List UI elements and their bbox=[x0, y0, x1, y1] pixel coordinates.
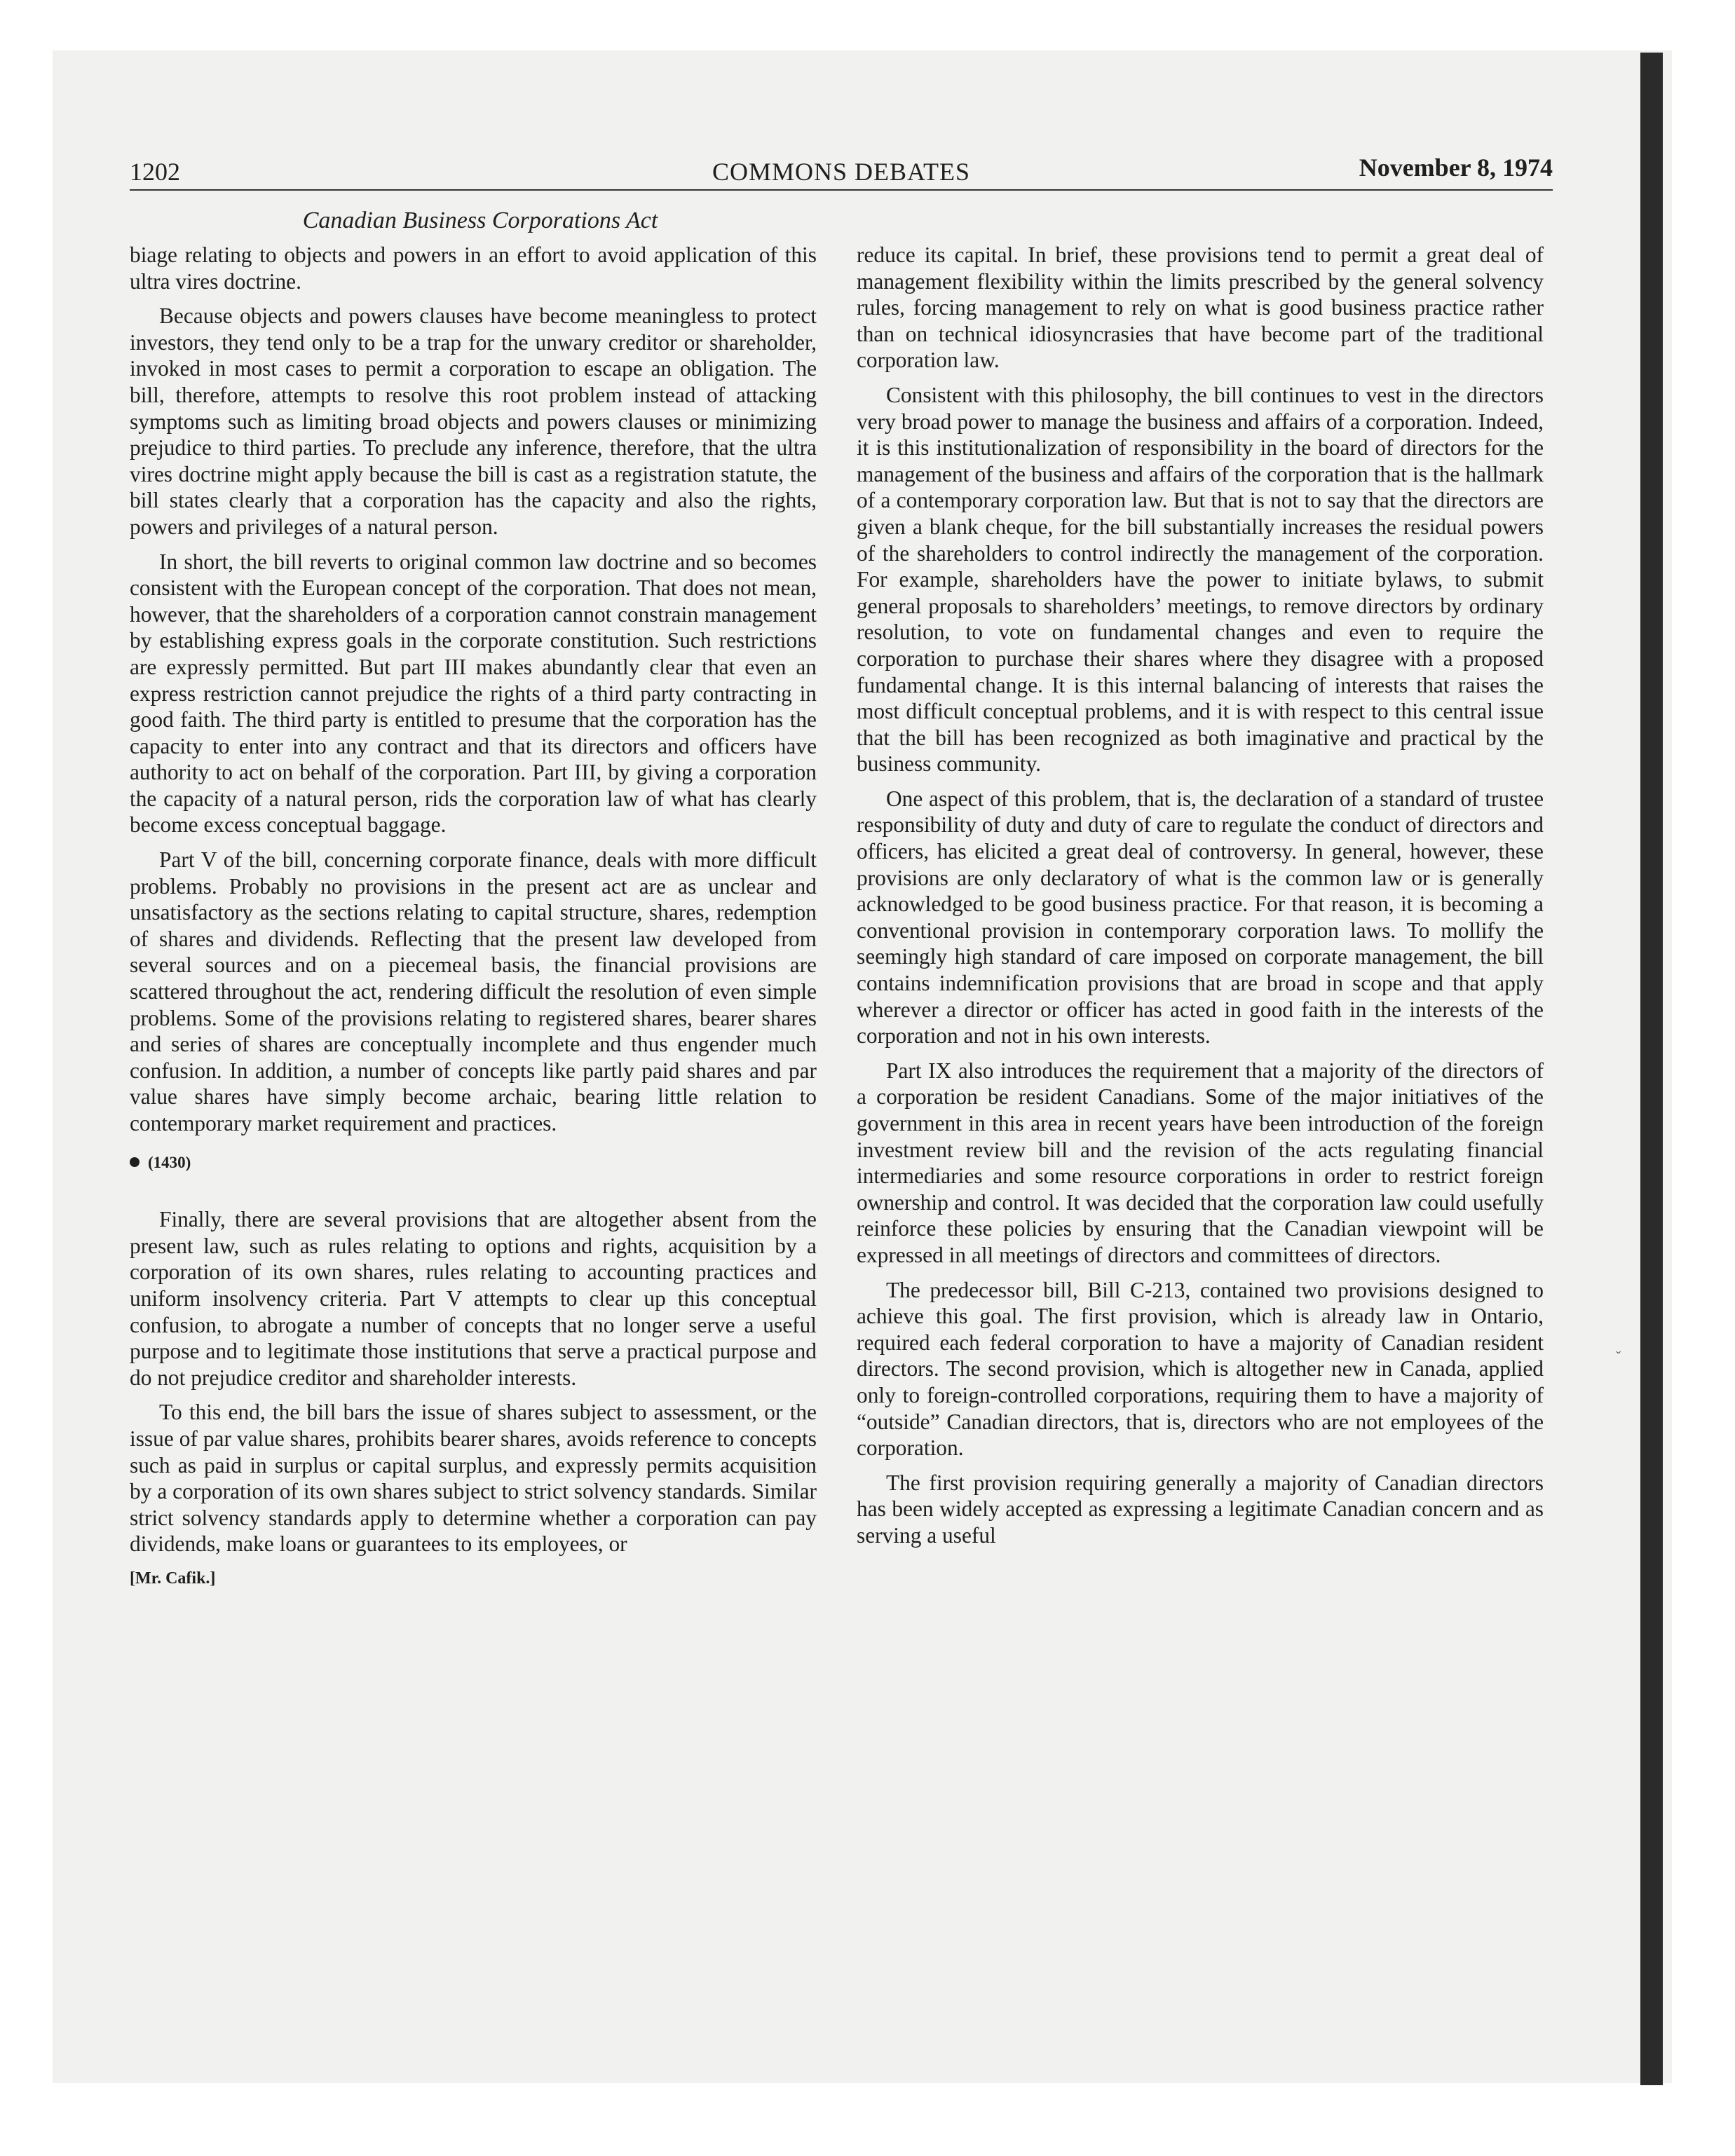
time-marker-label: (1430) bbox=[148, 1153, 191, 1171]
time-marker bbox=[130, 1149, 817, 1176]
paragraph: The predecessor bill, Bill C-213, contained two provisions designed to achieve this goal. The first provision, which is already law in Ontario, required each federal corporation to have a majority of Canadian resident directors. The second provision, which is altogether new in Canada, applied only to foreign-controlled corporations, requiring them to have a majority of “outside” Canadian directors, that is, directors who are not employees of the corporation. bbox=[857, 1277, 1544, 1461]
paragraph: Finally, there are several provisions that are altogether absent from the present law, such as rules relating to options and rights, acquisition by a corporation of its own shares, rules relating to accounting practices and uniform insolvency criteria. Part V attempts to clear up this conceptual confusion, to abrogate a number of concepts that no longer serve a useful purpose and to legitimate those institutions that serve a practical purpose and do not prejudice creditor and shareholder interests. bbox=[130, 1207, 817, 1390]
paragraph: The first provision requiring generally a majority of Canadian directors has been widely accepted as expressing a legitimate Canadian concern and as serving a useful bbox=[857, 1470, 1544, 1548]
margin-mark: ˇ bbox=[1616, 1348, 1621, 1365]
right-column bbox=[857, 242, 1544, 1557]
paragraph: biage relating to objects and powers in an effort to avoid application of this ultra vires doctrine. bbox=[130, 243, 817, 294]
paragraph: Part IX also introduces the requirement that a majority of the directors of a corporation be resident Canadians. Some of the major initiatives of the government in this area in recent years have been introduction of the foreign investment review bill and the revision of the acts regulating financial intermediaries and some resource corporations in order to restrict foreign ownership and control. It was decided that the corporation law could usefully reinforce these policies by ensuring that the Canadian viewpoint will be expressed in all meetings of directors and committees of directors. bbox=[857, 1058, 1544, 1267]
left-column bbox=[130, 242, 817, 1592]
bullet-icon bbox=[130, 1157, 140, 1167]
issue-date: November 8, 1974 bbox=[1359, 153, 1553, 182]
paragraph: Part V of the bill, concerning corporate finance, deals with more difficult problems. Probably no provisions in the present act are as unclear and unsatisfactory as the sections relating to capital structure, shares, redemption of shares and dividends. Reflecting that the present law developed from several sources and on a piecemeal basis, the financial provisions are scattered throughout the act, rendering difficult the resolution of even simple problems. Some of the provisions relating to registered shares, bearer shares and series of shares are conceptually incomplete and thus engender much confusion. In addition, a number of concepts like partly paid shares and par value shares have simply become archaic, bearing little relation to contemporary market requirement and practices. bbox=[130, 847, 817, 1135]
speaker-attribution: [Mr. Cafik.] bbox=[130, 1569, 216, 1588]
subject-heading: Canadian Business Corporations Act bbox=[302, 207, 658, 233]
paragraph: reduce its capital. In brief, these provisions tend to permit a great deal of management flexibility within the limits prescribed by the general solvency rules, forcing management to rely on what is good business practice rather than on technical idiosyncrasies that have become part of the traditional corporation law. bbox=[857, 243, 1544, 373]
paragraph: Because objects and powers clauses have become meaningless to protect investors, they tend only to be a trap for the unwary creditor or shareholder, invoked in most cases to permit a corporation to escape an obligation. The bill, therefore, attempts to resolve this root problem instead of attacking symptoms such as limiting broad objects and powers clauses or minimizing prejudice to third parties. To preclude any inference, therefore, that the ultra vires doctrine might apply because the bill is cast as a registration statute, the bill states clearly that a corporation has the capacity and also the rights, powers and privileges of a natural person. bbox=[130, 303, 817, 539]
paragraph: One aspect of this problem, that is, the declaration of a standard of trustee responsibility of duty and duty of care to regulate the conduct of directors and officers, has elicited a great deal of controversy. In general, however, these provisions are only declaratory of what is the common law or is generally acknowledged to be good business practice. For that reason, it is becoming a conventional provision in contemporary corporation laws. To mollify the seemingly high standard of care imposed on corporate management, the bill contains indemnification provisions that are broad in scope and that apply wherever a director or officer has acted in good faith in the interests of the corporation and not in his own interests. bbox=[857, 786, 1544, 1049]
page-header bbox=[130, 149, 1553, 191]
paragraph: In short, the bill reverts to original common law doctrine and so becomes consistent with the European concept of the corporation. That does not mean, however, that the shareholders of a corporation cannot constrain management by establishing express goals in the corporate constitution. Such restrictions are expressly permitted. But part III makes abundantly clear that even an express restriction cannot prejudice the rights of a third party contracting in good faith. The third party is entitled to presume that the corporation has the capacity to enter into any contract and that its directors and officers have authority to act on behalf of the corporation. Part III, by giving a corporation the capacity of a natural person, rids the corporation law of what has clearly become excess conceptual baggage. bbox=[130, 549, 817, 838]
publication-title: COMMONS DEBATES bbox=[712, 158, 971, 186]
scan-edge-bar bbox=[1640, 53, 1663, 2085]
paragraph: Consistent with this philosophy, the bill continues to vest in the directors very broad power to manage the business and affairs of a corporation. Indeed, it is this institutionalization of responsibility in the board of directors for the management of the business and affairs of the corporation that is the hallmark of a contemporary corporation law. But that is not to say that the directors are given a blank cheque, for the bill substantially increases the residual powers of the shareholders to control indirectly the management of the corporation. For example, shareholders have the power to initiate bylaws, to submit general proposals to shareholders’ meetings, to remove directors by ordinary resolution, to vote on fundamental changes and even to require the corporation to purchase their shares where they disagree with a proposed fundamental change. It is this internal balancing of interests that raises the most difficult conceptual problems, and it is with respect to this central issue that the bill has been recognized as both imaginative and practical by the business community. bbox=[857, 382, 1544, 777]
page-number: 1202 bbox=[130, 158, 180, 186]
paragraph: To this end, the bill bars the issue of shares subject to assessment, or the issue of par value shares, prohibits bearer shares, avoids reference to concepts such as paid in surplus or capital surplus, and expressly permits acquisition by a corporation of its own shares subject to strict solvency standards. Similar strict solvency standards apply to determine whether a corporation can pay dividends, make loans or guarantees to its employees, or bbox=[130, 1400, 817, 1557]
